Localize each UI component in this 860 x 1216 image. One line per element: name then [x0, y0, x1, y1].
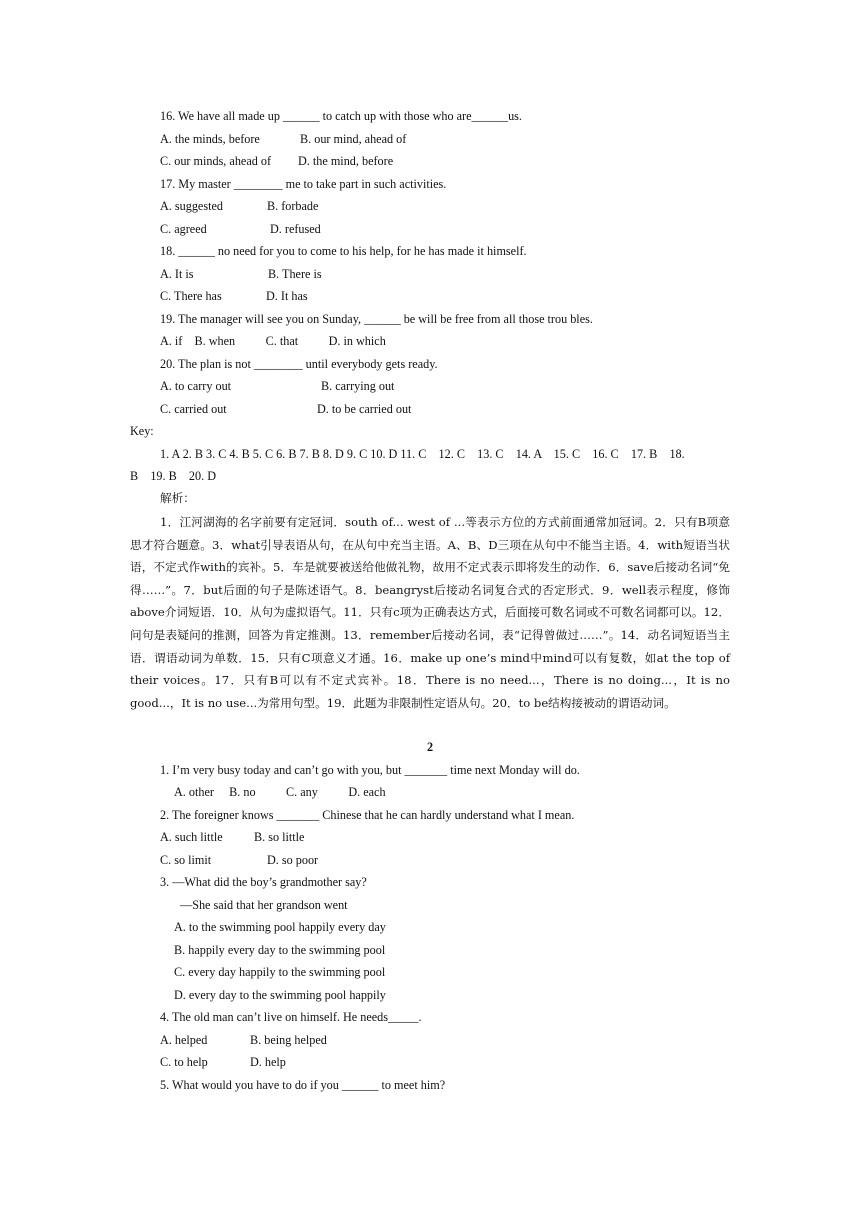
option-18c: C. There has — [160, 289, 222, 303]
section-heading: 2 — [426, 740, 434, 754]
option-20a: A. to carry out — [160, 379, 232, 393]
s2-question-1: 1. I’m very busy today and can’t go with you, but _______ time next Monday will do. — [160, 763, 580, 777]
option-20d: D. to be carried out — [317, 402, 412, 416]
question-20: 20. The plan is not ________ until everybody gets ready. — [160, 357, 438, 371]
option-18a: A. It is — [160, 267, 194, 281]
option-18d: D. It has — [266, 289, 308, 303]
option-16c: C. our minds, ahead of — [160, 154, 272, 168]
s2-option-4b: B. being helped — [250, 1033, 327, 1047]
option-17b: B. forbade — [267, 199, 319, 213]
key-label: Key: — [130, 424, 154, 438]
question-19: 19. The manager will see you on Sunday, ______ be will be free from all those trou bles. — [160, 312, 593, 326]
option-17c: C. agreed — [160, 222, 207, 236]
option-20b: B. carrying out — [321, 379, 395, 393]
s2-option-2d: D. so poor — [267, 853, 319, 867]
s2-option-4c: C. to help — [160, 1055, 208, 1069]
s2-option-3c: C. every day happily to the swimming pool — [174, 965, 386, 979]
s2-options-1: A. other B. no C. any D. each — [174, 785, 386, 799]
s2-option-4d: D. help — [250, 1055, 286, 1069]
option-16b: B. our mind, ahead of — [300, 132, 407, 146]
analysis-label: 解析： — [160, 491, 195, 505]
s2-question-3: 3. —What did the boy’s grandmother say? — [160, 875, 367, 889]
key-answers-line2: B 19. B 20. D — [130, 469, 216, 483]
s2-option-2b: B. so little — [254, 830, 305, 844]
s2-question-3-reply: —She said that her grandson went — [180, 898, 348, 912]
s2-option-3b: B. happily every day to the swimming pool — [174, 943, 386, 957]
s2-option-2a: A. such little — [160, 830, 223, 844]
s2-option-4a: A. helped — [160, 1033, 208, 1047]
s2-question-4: 4. The old man can’t live on himself. He needs_____. — [160, 1010, 422, 1024]
option-20c: C. carried out — [160, 402, 227, 416]
question-17: 17. My master ________ me to take part in such activities. — [160, 177, 447, 191]
analysis-text: 1．江河湖海的名字前要有定冠词．south of... west of ...等表示方位的方式前面通常加冠词。2．只有B项意思才符合题意。3．what引导表语从句，在从句中充当主语。A、B、D三项在从句中不能当主语。4．with短语当状语，不定式作with的宾补。5．车是就要被送给他做礼物，故用不定式表示即将发生的动作．6．save后接动名词“免得……”。7．but后面的句子是陈述语气。8．beangryst后接动名词复合式的否定形式．9．well表示程度，修饰above介词短语．10．从句为虚拟语气。11．只有c项为正确表达方式，后面接可数名词或不可数名词都可以。12．问句是表疑问的推测，回答为肯定推测。13．remember后接动名词，表“记得曾做过……”。14．动名词短语当主语．谓语动词为单数．15．只有C项意义才通。16．make up one’s mind中mind可以有复数，如at the top of their voices。17．只有B可以有不定式宾补。18．There is no need...，There is no doing...，It is no good...，It is no use...为常用句型。19．此题为非限制性定语从句。20．to be结构接被动的谓语动词。 — [130, 515, 730, 710]
key-answers-line1: 1. A 2. B 3. C 4. B 5. C 6. B 7. B 8. D 9. C 10. D 11. C 12. C 13. C 14. A 15. C 16. C 17. B 18. — [160, 447, 685, 461]
option-16a: A. the minds, before — [160, 132, 260, 146]
option-16d: D. the mind, before — [298, 154, 394, 168]
option-17d: D. refused — [270, 222, 321, 236]
options-19: A. if B. when C. that D. in which — [160, 334, 386, 348]
s2-option-3a: A. to the swimming pool happily every day — [174, 920, 386, 934]
s2-question-2: 2. The foreigner knows _______ Chinese that he can hardly understand what I mean. — [160, 808, 575, 822]
s2-option-2c: C. so limit — [160, 853, 212, 867]
question-18: 18. ______ no need for you to come to his help, for he has made it himself. — [160, 244, 527, 258]
question-16: 16. We have all made up ______ to catch up with those who are______us. — [160, 109, 522, 123]
s2-option-3d: D. every day to the swimming pool happily — [174, 988, 386, 1002]
option-17a: A. suggested — [160, 199, 223, 213]
s2-question-5: 5. What would you have to do if you ______ to meet him? — [160, 1078, 446, 1092]
option-18b: B. There is — [268, 267, 322, 281]
